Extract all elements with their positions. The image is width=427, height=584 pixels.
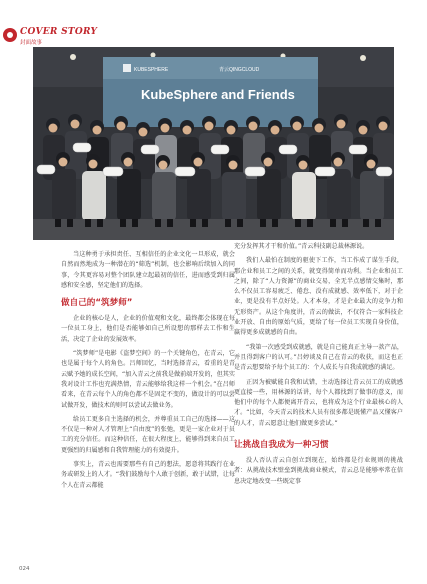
banner-left-logo: KUBESPHERE [134, 67, 169, 73]
left-column [61, 250, 235, 495]
section-heading-dream-builder: 做自己的“筑梦师” [61, 298, 133, 309]
page-number: 024 [19, 566, 30, 572]
brand-logo-icon [3, 28, 17, 42]
left-paragraph-4: 给员工更多自主选择的机会，并尊重员工自己的选择——这不仅是一种对人才管理上“自由度”的张弛，更是一家企业对于员工的充分信任。而这种信任，在很大程度上，能够得到来自员工更强烈的归属感和自我管理能力的有效提升。 [61, 415, 235, 454]
page-header [0, 0, 427, 48]
event-group-photo [33, 47, 394, 240]
left-paragraph-1: 当这种勇于承担责任、互相信任的企业文化一旦形成，就会自然而然地成为一种潜在的“筛选”机制，也会影响后续加入的同事，令其更容易对整个团队建立起最初的信任，进而感受到归属感和安全感，坚定他们的选择。 [61, 251, 235, 289]
left-paragraph-2: 企业的核心是人，企业的价值观和文化，最终都会体现在每一位员工身上，他们是否能够如自己所设想的那样去工作和生活，决定了企业的发展效率。 [61, 315, 235, 343]
left-paragraph-3: “筑梦师”是电影《盗梦空间》的一个关键角色，在青云，它也是属于每个人的角色。吕师回忆，当时选择青云，看重的是青云赋予她的成长空间，“加入青云之前我是做前端开发的，但其实我对设计工作也充满热情，青云能够给我这样一个机会。”在吕师看来，在青云每个人的角色都不是固定不变的，做设计的可以尝试做开发，做技术的则可以尝试去做业务。 [61, 350, 235, 409]
right-paragraph-3: “我第一次感受到成就感，就是自己能真正主导一款产品，并且得到客户的认可。”吕婷谈及自己在青云的收获，而这也正是青云想要给予每个员工的：个人成长与自我成就感的满足。 [234, 343, 403, 372]
section-subtitle: 封面故事 [20, 40, 43, 46]
right-column [234, 242, 403, 491]
left-paragraph-5: 事实上，青云也需要那些有自己的想法，愿意将其践行在业务或研发上的人才。“我们鼓励每个人敢于创新，敢于试错，让每个人在青云都能 [61, 461, 235, 489]
right-paragraph-4: 正因为被赋能自我和试错，主动选择让青云员工的成就感更直接一些，用林源的话讲，每个人都找到了做事的意义，而他们中的每个人都便离开青云，也将成为这个行业最核心的人才。“比如，今天青云的技术人员有很多都是既懂产品又懂客户的人才，青云愿意让他们做更多尝试。” [234, 378, 403, 427]
right-paragraph-2: 我们人最怕在制度的驱使下工作，当工作成了谋生手段，那企业和员工之间的关系，就变得简单而功利。当企业和员工之间，除了“人力资源”的商业交易，全无半点感情交集时，那么不仅员工容易疲乏、倦怠、没有成就感、效率低下，对于企业，更是没有半点好处。人才本身，才是企业最大的竞争力和无形资产。从这个角度讲，青云的做法，不仅符合一家科技企业开放、自由的原始气质，更给了每一位员工实现自身价值，赢得更多成就感的自由。 [234, 257, 403, 337]
right-paragraph-5: 没人否认青云自创立到现在，始终都是行业规则的挑战者：从挑战技术壁垒到挑战商业模式，青云总是能够率常在信息决定地改变一些既定事 [234, 457, 403, 485]
section-heading-challenge: 让挑战自我成为一种习惯 [234, 440, 329, 451]
right-paragraph-1: 充分发挥其才干和价值。”青云科技副总裁林源说。 [234, 243, 369, 250]
section-title: COVER STORY [20, 27, 98, 37]
banner-text: KubeSphere and Friends [141, 87, 295, 102]
banner-right-logo: 青云QINGCLOUD [219, 67, 260, 73]
